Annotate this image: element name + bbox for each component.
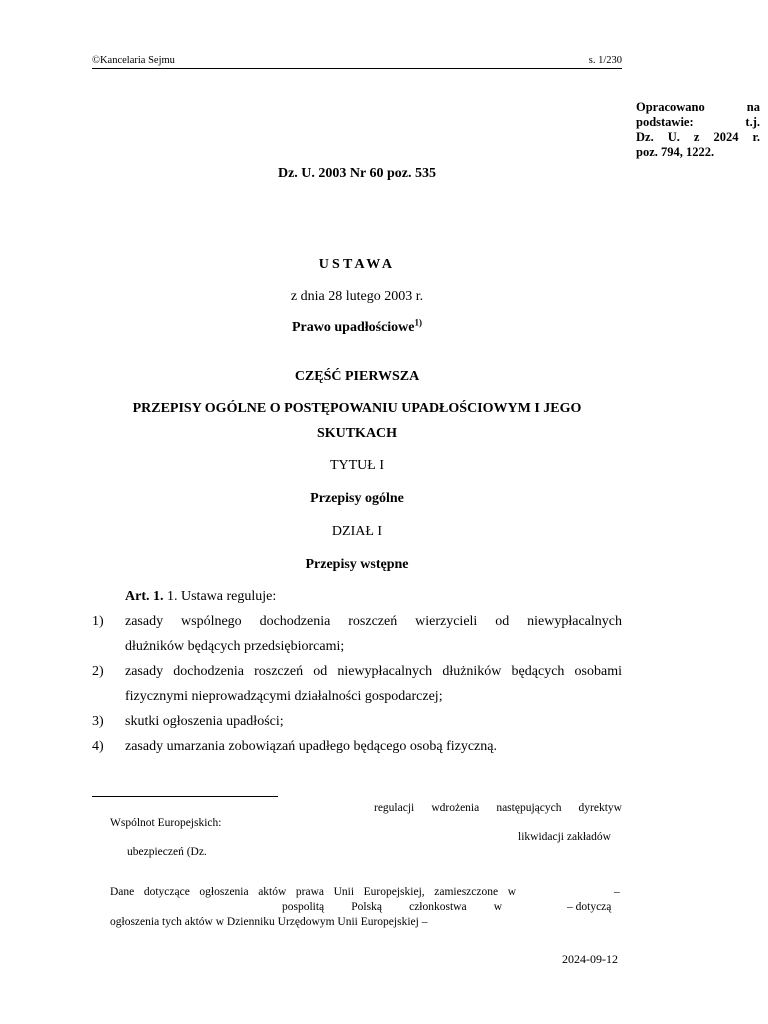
title-heading: TYTUŁ I: [329, 458, 385, 473]
part-heading: CZĘŚĆ PIERWSZA: [294, 369, 420, 384]
source-note: [636, 100, 760, 160]
source-note-line: poz. 794, 1222.: [636, 145, 715, 159]
page-header: [92, 55, 622, 69]
article-label: Art. 1.: [125, 589, 164, 604]
act-type: USTAWA: [318, 257, 396, 272]
act-date: z dnia 28 lutego 2003 r.: [290, 289, 424, 304]
list-item-number: 4): [92, 739, 104, 754]
list-item-text: dłużników będących przedsiębiorcami;: [125, 639, 345, 654]
footnote-marker: 1): [414, 317, 422, 328]
list-item-text: fizycznymi nieprowadzącymi działalności gospodarczej;: [125, 689, 443, 704]
footnote-text: regulacji wdrożenia następujących dyrektyw: [374, 802, 622, 814]
part-title-line: SKUTKACH: [316, 426, 398, 441]
footnote-text: – dotyczą: [567, 901, 612, 913]
list-item-text: zasady dochodzenia roszczeń od niewypłacalnych dłużników będących osobami: [125, 664, 622, 679]
footnote-text: ubezpieczeń (Dz.: [127, 846, 207, 858]
source-note-line: Dz. U. z 2024 r.: [636, 130, 760, 144]
division-name: Przepisy wstępne: [305, 557, 409, 572]
footnote-text: ogłoszenia tych aktów w Dzienniku Urzędowym Unii Europejskiej –: [110, 916, 428, 928]
footnote-text: pospolitą Polską członkostwa w: [282, 901, 502, 913]
article-intro-text: 1. Ustawa reguluje:: [167, 589, 277, 604]
page-number: s. 1/230: [588, 55, 622, 66]
footnote-separator: [92, 796, 278, 797]
list-item-number: 3): [92, 714, 104, 729]
act-title: [92, 317, 622, 336]
footnote-text: likwidacji zakładów: [518, 831, 611, 843]
footnote-text: –: [614, 886, 620, 898]
division-heading: DZIAŁ I: [331, 524, 383, 539]
part-title-line: PRZEPISY OGÓLNE O POSTĘPOWANIU UPADŁOŚCIOWYM I JEGO: [132, 401, 582, 416]
list-item-text: zasady wspólnego dochodzenia roszczeń wierzycieli od niewypłacalnych: [125, 614, 622, 629]
footnote-text: Wspólnot Europejskich:: [110, 817, 222, 829]
list-item-number: 2): [92, 664, 104, 679]
list-item-text: skutki ogłoszenia upadłości;: [125, 714, 284, 729]
publisher-label: ©Kancelaria Sejmu: [92, 55, 175, 66]
footer-date: 2024-09-12: [562, 952, 618, 966]
source-note-line: Opracowano na: [636, 100, 760, 114]
list-item-number: 1): [92, 614, 104, 629]
article-intro: [125, 589, 276, 605]
source-note-line: podstawie: t.j.: [636, 115, 760, 129]
title-name: Przepisy ogólne: [310, 491, 404, 506]
footnote-text: Dane dotyczące ogłoszenia aktów prawa Unii Europejskiej, zamieszczone w: [110, 886, 516, 898]
journal-reference: Dz. U. 2003 Nr 60 poz. 535: [277, 166, 436, 181]
act-title-text: Prawo upadłościowe: [292, 320, 415, 335]
list-item-text: zasady umarzania zobowiązań upadłego będącego osobą fizyczną.: [125, 739, 497, 754]
